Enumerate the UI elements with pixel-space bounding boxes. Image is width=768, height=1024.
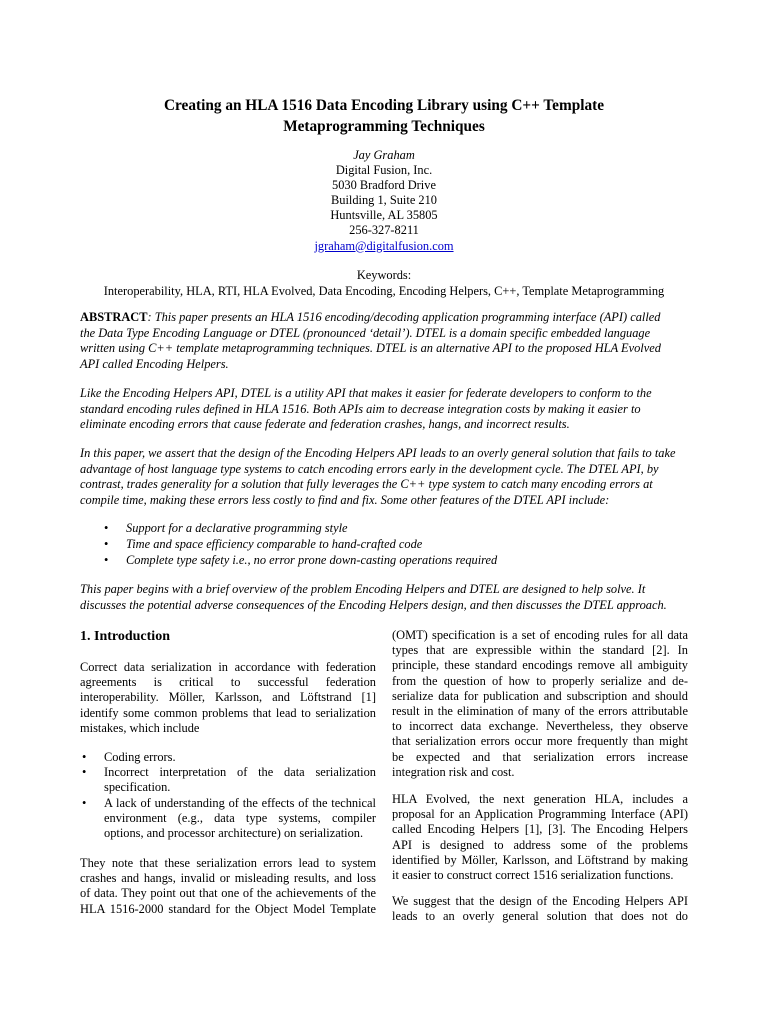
list-item: • Coding errors. (82, 750, 176, 764)
list-item: • Incorrect interpretation of the data serialization specification. (82, 765, 376, 795)
author-email-link[interactable]: jgraham@digitalfusion.com (314, 238, 454, 253)
author-address-line-1: 5030 Bradford Drive (332, 178, 436, 193)
intro-right-paragraph-1: (OMT) specification is a set of encoding rules for all data types that are expressible within the standard [2]. In principle, these standard encodings remove all ambiguity from the question of how to properly serialize and de- serialize data for publication and subscription and should result in the elimination of many of the errors attributable to incorrect data exchange. Nevertheless, they observe that serialization errors occur more frequently than might be expected and that serialization errors increase integration risk and cost. (392, 628, 688, 779)
abstract-feature-list (80, 520, 688, 568)
abstract-paragraph-3: In this paper, we assert that the design of the Encoding Helpers API leads to an overly general solution that fails to take advantage of host language type systems to catch encoding errors early in the development cycle. The DTEL API, by contrast, trades generality for a solution that fully leverages the C++ type system to catch many encoding errors at compile time, making these errors less costly to find and fix. Some other features of the DTEL API include: (80, 446, 676, 507)
title-line-1: Creating an HLA 1516 Data Encoding Library using C++ Template (164, 97, 604, 114)
bullet-icon: • (104, 537, 109, 551)
abstract-label: ABSTRACT (80, 310, 148, 324)
paper-title (90, 95, 678, 137)
keywords-block (0, 268, 768, 299)
intro-right-paragraph-2: HLA Evolved, the next generation HLA, includes a proposal for an Application Programming Interface (API) called Encoding Helpers [1], [3]. The Encoding Helpers API is designed to address some of the problems identified by Möller, Karlsson, and Löftstrand by making it easier to construct correct 1516 serialization functions. (392, 792, 688, 883)
intro-left-paragraph-2: They note that these serialization errors lead to system crashes and hangs, invalid or misleading results, and loss of data. They point out that one of the achievements of the HLA 1516-2000 standard for the Object Model Template (80, 856, 376, 916)
intro-left-bullet-list (80, 750, 376, 841)
author-address-line-3: Huntsville, AL 35805 (330, 208, 438, 223)
abstract-paragraph-4: This paper begins with a brief overview of the problem Encoding Helpers and DTEL are designed to help solve. It discusses the potential adverse consequences of the Encoding Helpers design, and then discusses the DTEL approach. (80, 582, 667, 612)
bullet-icon: • (82, 750, 87, 764)
intro-left-paragraph-1: Correct data serialization in accordance with federation agreements is critical to successful federation interoperability. Möller, Karlsson, and Löftstrand [1] identify some common problems that lead to serialization mistakes, which include (80, 660, 376, 735)
author-phone: 256-327-8211 (349, 223, 419, 238)
list-item: • Support for a declarative programming style (104, 521, 348, 535)
keywords-label: Keywords: (356, 268, 412, 282)
bullet-icon: • (82, 765, 87, 780)
bullet-icon: • (104, 521, 109, 535)
intro-right-paragraph-3: We suggest that the design of the Encoding Helpers API leads to an overly general solution that does not do (392, 894, 688, 924)
author-address-line-2: Building 1, Suite 210 (330, 193, 438, 208)
section-heading-introduction: 1. Introduction (80, 629, 170, 644)
abstract-paragraph-2: Like the Encoding Helpers API, DTEL is a utility API that makes it easier for federate developers to conform to the standard encoding rules defined in HLA 1516. Both APIs aim to decrease integration costs by making it easier to eliminate encoding errors that cause federate and federation crashes, hangs, and incorrect results. (80, 386, 652, 432)
author-name: Jay Graham (353, 148, 415, 162)
author-organization: Digital Fusion, Inc. (335, 163, 433, 178)
list-item: • Complete type safety i.e., no error prone down-casting operations required (104, 553, 498, 567)
title-line-2: Metaprogramming Techniques (283, 118, 485, 135)
abstract-paragraph-1: ABSTRACT: This paper presents an HLA 1516 encoding/decoding application programming interface (API) called the Data Type Encoding Language or DTEL (pronounced ‘detail’). DTEL is a domain specific embedded language written using C++ template metaprogramming techniques. DTEL is an alternative API to the proposed HLA Evolved API called Encoding Helpers. (80, 310, 661, 371)
list-item: • Time and space efficiency comparable to hand-crafted code (104, 537, 423, 551)
keywords-list: Interoperability, HLA, RTI, HLA Evolved, Data Encoding, Encoding Helpers, C++, Template Metaprogramming (103, 283, 665, 298)
bullet-icon: • (82, 795, 87, 810)
author-block (0, 148, 768, 254)
list-item: • A lack of understanding of the effects of the technical environment (e.g., data type systems, compiler options, and processor architecture) on serialization. (82, 795, 376, 841)
bullet-icon: • (104, 553, 109, 567)
